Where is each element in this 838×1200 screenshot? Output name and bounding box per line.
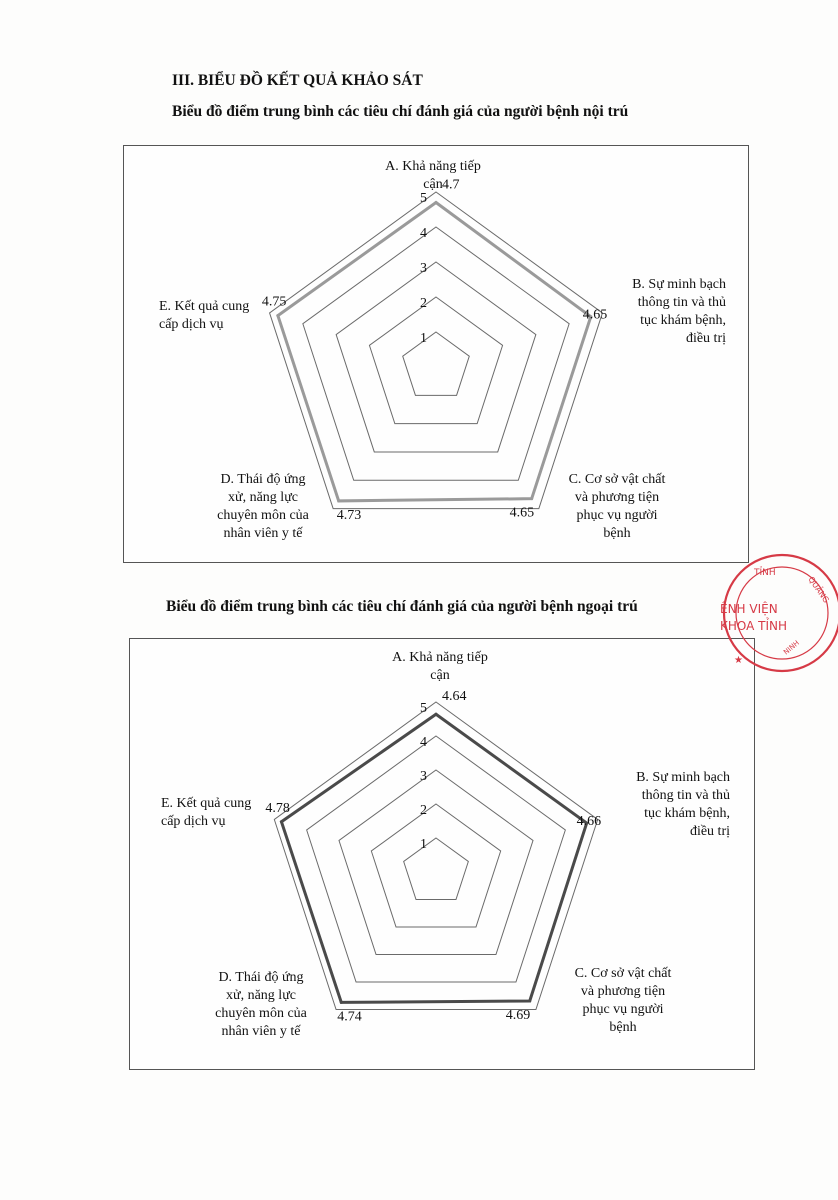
- tick-label: 5: [420, 191, 427, 206]
- grid-ring-5: [274, 702, 597, 1010]
- data-label: 4.66: [576, 814, 602, 830]
- data-label: 4.74: [337, 1009, 362, 1025]
- radar-chart-outpatient: [129, 638, 755, 1070]
- grid-ring-1: [403, 332, 470, 395]
- data-point: [530, 497, 533, 500]
- axis-label-a: A. Khả năng tiếp cận: [385, 159, 481, 192]
- tick-label: 2: [420, 296, 427, 311]
- data-label: 4.65: [509, 505, 535, 521]
- tick-label: 3: [420, 769, 427, 784]
- axis-label-e: E. Kết quả cung cấp dịch vụ: [159, 299, 250, 332]
- chart-title-outpatient: Biểu đồ điểm trung bình các tiêu chí đánh giá của người bệnh ngoại trú: [166, 598, 638, 615]
- tick-label: 1: [420, 837, 427, 852]
- data-label: 4.75: [261, 294, 287, 310]
- data-label: 4.64: [442, 689, 467, 705]
- data-label: 4.65: [582, 307, 608, 323]
- axis-label-c: C. Cơ sở vật chất và phương tiện phục vụ người bệnh: [568, 472, 666, 541]
- seal-text-line1: ỆNH VIỆN: [720, 602, 778, 616]
- data-point: [435, 201, 438, 204]
- section-heading: III. BIỂU ĐỒ KẾT QUẢ KHẢO SÁT: [172, 72, 423, 89]
- axis-label-d: D. Thái độ ứng xử, năng lực chuyên môn của nhân viên y tế: [217, 472, 309, 541]
- radar-chart-inpatient: [123, 145, 749, 563]
- axis-label-e: E. Kết quả cung cấp dịch vụ: [161, 796, 252, 829]
- data-point: [528, 1000, 531, 1003]
- axis-label-b: B. Sự minh bạch thông tin và thủ tục khám bệnh, điều trị: [636, 770, 730, 839]
- data-label: 4.7: [442, 177, 460, 193]
- grid-ring-2: [371, 804, 500, 927]
- tick-label: 4: [420, 226, 427, 241]
- data-point: [340, 1001, 343, 1004]
- tick-label: 4: [420, 735, 427, 750]
- seal-text-top: TỈNH: [754, 568, 776, 578]
- axis-label-c: C. Cơ sở vật chất và phương tiện phục vụ người bệnh: [574, 966, 672, 1035]
- series-polygon: [281, 714, 586, 1002]
- tick-label: 1: [420, 331, 427, 346]
- grid-ring-2: [369, 297, 502, 424]
- series-polygon: [278, 203, 591, 501]
- data-point: [435, 713, 438, 716]
- data-label: 4.73: [336, 507, 362, 523]
- hospital-seal-stamp: [720, 545, 831, 685]
- data-label: 4.78: [265, 800, 290, 816]
- data-label: 4.69: [505, 1008, 531, 1024]
- axis-label-a: A. Khả năng tiếp cận: [392, 650, 488, 683]
- grid-ring-1: [404, 838, 469, 900]
- tick-label: 3: [420, 261, 427, 276]
- grid-ring-5: [270, 192, 603, 509]
- seal-star: ★: [734, 655, 743, 666]
- tick-label: 2: [420, 803, 427, 818]
- seal-text-line2: KHOA TỈNH: [720, 619, 788, 633]
- axis-label-d: D. Thái độ ứng xử, năng lực chuyên môn của nhân viên y tế: [215, 970, 307, 1039]
- axis-label-b: B. Sự minh bạch thông tin và thủ tục khám bệnh, điều trị: [632, 277, 726, 346]
- chart-title-inpatient: Biểu đồ điểm trung bình các tiêu chí đánh giá của người bệnh nội trú: [172, 103, 629, 120]
- tick-label: 5: [420, 701, 427, 716]
- seal-text-right: QUẢNG: [806, 574, 831, 605]
- seal-text-bottom: NINH: [782, 638, 801, 657]
